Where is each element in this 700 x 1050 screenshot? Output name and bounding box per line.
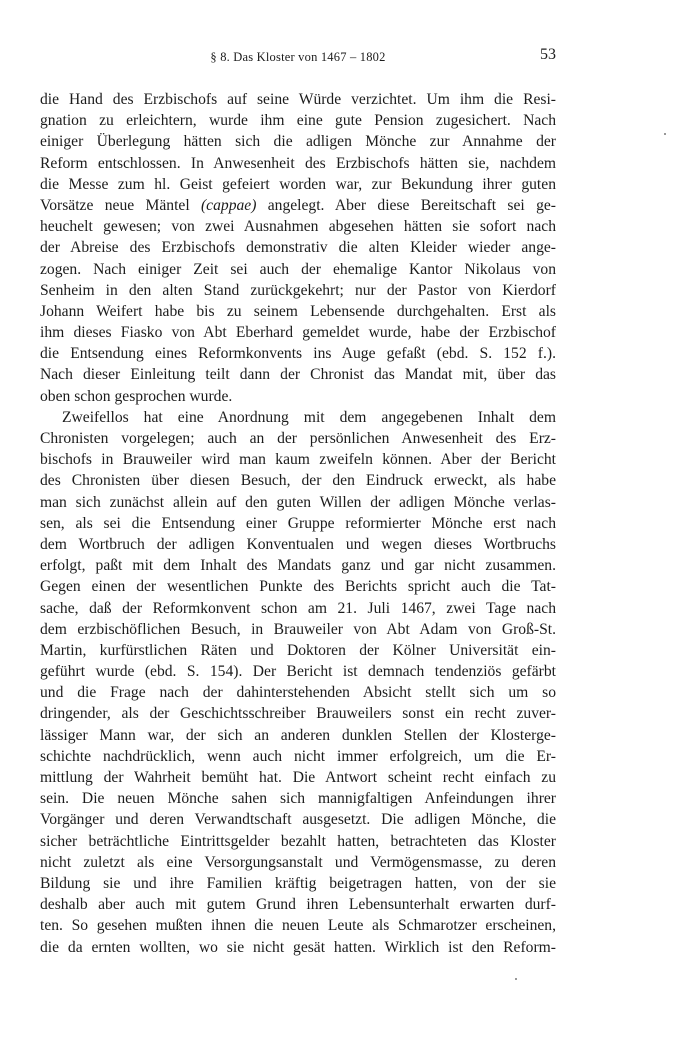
text-line: mittlung der Wahrheit bemüht hat. Die Antwort scheint recht einfach zu <box>40 769 556 786</box>
text-line: ten. So gesehen mußten ihnen die neuen Leute als Schmarotzer erscheinen, <box>40 917 556 935</box>
text-line: erfolgt, paßt mit dem Inhalt des Mandats ganz und gar nicht zusammen. <box>40 557 556 575</box>
text-line: Chronisten vorgelegen; auch an der persönlichen Anwesenheit des Erz- <box>40 430 556 447</box>
text-line: gnation zu erleichtern, wurde ihm eine gute Pension zugesichert. Nach <box>40 112 556 130</box>
text-line: die da ernten wollten, wo sie nicht gesät hatten. Wirklich ist den Reform- <box>40 938 556 956</box>
text-line: Gegen einen der wesentlichen Punkte des Berichts spricht auch die Tat- <box>40 578 556 596</box>
text-line: ihm dieses Fiasko von Abt Eberhard gemeldet wurde, habe der Erzbischof <box>40 324 556 342</box>
page-number: 53 <box>540 46 556 63</box>
text-line: oben schon gesprochen wurde. <box>40 387 233 405</box>
text-line: lässiger Mann war, der sich an anderen dunklen Stellen der Klosterge- <box>40 726 556 744</box>
text-line: die Hand des Erzbischofs auf seine Würde verzichtet. Um ihm die Resi- <box>40 91 556 108</box>
text-line: Martin, kurfürstlichen Räten und Doktoren der Kölner Universität ein- <box>40 641 556 659</box>
text-segment: angelegt. Aber diese Bereitschaft sei ge- <box>256 196 556 214</box>
text-line: sache, daß der Reformkonvent schon am 21. Juli 1467, zwei Tage nach <box>40 599 556 617</box>
text-line: dem Wortbruch der adligen Konventualen und wegen dieses Wortbruchs <box>40 535 556 553</box>
text-line: zogen. Nach einiger Zeit sei auch der ehemalige Kantor Nikolaus von <box>40 260 556 278</box>
text-line: die Entsendung eines Reformkonvents ins Auge gefaßt (ebd. S. 152 f.). <box>40 345 556 363</box>
text-line: Bildung sie und ihre Familien kräftig beigetragen hatten, von der sie <box>40 874 556 892</box>
scan-speck <box>515 978 517 980</box>
text-line: sein. Die neuen Mönche sahen sich mannigfaltigen Anfeindungen ihrer <box>40 790 556 808</box>
text-line: nicht zuletzt als eine Versorgungsanstalt und Vermögensmasse, zu deren <box>40 853 556 871</box>
text-line: sicher beträchtliche Eintrittsgelder bezahlt hatten, betrachteten das Kloster <box>40 832 556 850</box>
text-line: einiger Überlegung hätten sich die adligen Mönche zur Annahme der <box>40 133 556 151</box>
body-text <box>40 89 556 958</box>
text-line: schichte nachdrücklich, wenn auch nicht immer erfolgreich, um die Er- <box>40 747 556 765</box>
text-line: des Chronisten über diesen Besuch, der den Eindruck erweckt, als habe <box>40 472 556 490</box>
text-line <box>40 195 556 216</box>
text-line: sen, als sei die Entsendung einer Gruppe reformierter Mönche erst nach <box>40 514 556 532</box>
text-line: dringender, als der Geschichtsschreiber Brauweilers sonst ein recht zuver- <box>40 705 556 723</box>
text-line: und die Frage nach der dahinterstehenden Absicht stellt sich um so <box>40 684 556 702</box>
text-line: Zweifellos hat eine Anordnung mit dem angegebenen Inhalt dem <box>62 408 556 426</box>
italic-latin-term: (cappae) <box>200 196 257 214</box>
scan-speck <box>664 133 666 135</box>
text-line: man sich zunächst allein auf den guten Willen der adligen Mönche verlas- <box>40 493 556 511</box>
text-line: bischofs in Brauweiler wird man kaum zweifeln können. Aber der Bericht <box>40 451 556 469</box>
text-line: geführt wurde (ebd. S. 154). Der Bericht ist demnach tendenziös gefärbt <box>40 663 556 681</box>
running-header <box>40 46 556 72</box>
text-line: Johann Weifert habe bis zu seinem Lebensende durchgehalten. Erst als <box>40 302 556 320</box>
text-line: Reform entschlossen. In Anwesenheit des Erzbischofs hätten sie, nachdem <box>40 154 556 172</box>
text-line: deshalb aber auch mit gutem Grund ihren Lebensunterhalt erwarten durf- <box>40 896 556 914</box>
text-line: der Abreise des Erzbischofs demonstrativ die alten Kleider wieder ange- <box>40 239 556 257</box>
text-line: Vorgänger und deren Verwandtschaft ausgesetzt. Die adligen Mönche, die <box>40 811 556 829</box>
running-title: § 8. Das Kloster von 1467 – 1802 <box>210 50 386 64</box>
text-line: Nach dieser Einleitung teilt dann der Chronist das Mandat mit, über das <box>40 366 556 384</box>
text-line: dem erzbischöflichen Besuch, in Brauweiler von Abt Adam von Groß-St. <box>40 620 556 638</box>
text-line: heuchelt gewesen; von zwei Ausnahmen abgesehen hätten sie sofort nach <box>40 218 556 236</box>
text-line: Senheim in den alten Stand zurückgekehrt; nur der Pastor von Kierdorf <box>40 281 556 299</box>
text-line: die Messe zum hl. Geist gefeiert worden war, zur Bekundung ihrer guten <box>40 175 556 193</box>
text-segment: Vorsätze neue Mäntel <box>40 196 201 214</box>
